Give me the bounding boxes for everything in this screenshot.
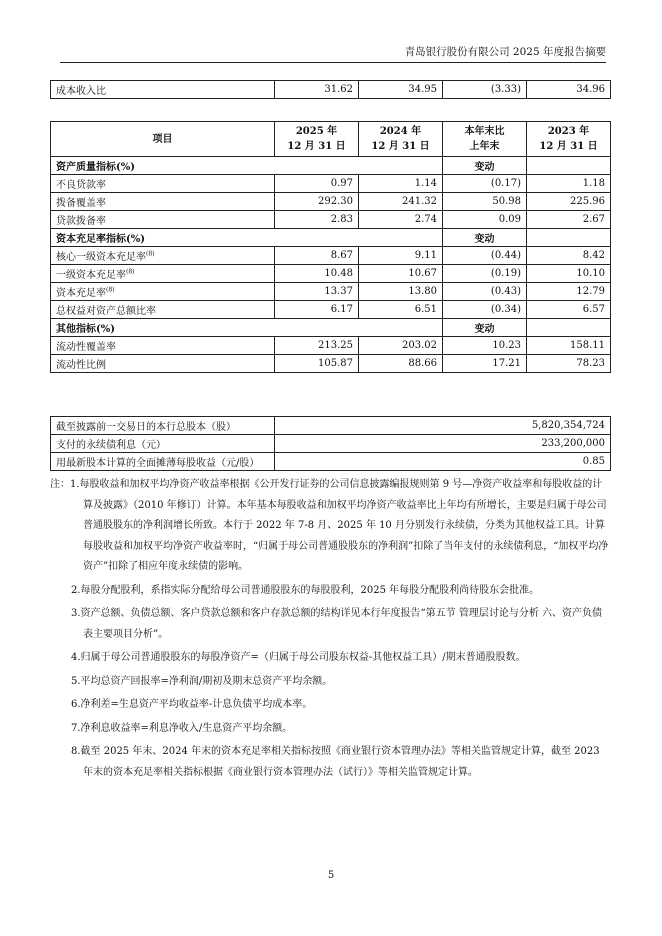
table-row: [51, 283, 611, 301]
section-title: 资产质量指标(%): [51, 157, 443, 175]
header-item: 项目: [51, 122, 275, 157]
value-change: (0.19): [443, 265, 527, 283]
footnote-ref: (8): [126, 268, 135, 276]
value-change: (0.43): [443, 283, 527, 301]
note-item: [50, 719, 610, 740]
table-row: [51, 453, 611, 471]
row-label: 成本收入比: [51, 81, 275, 99]
value-2023: 78.23: [527, 355, 611, 373]
table-row: [51, 211, 611, 229]
row-label-cell: [51, 265, 275, 283]
footnote-ref: (8): [106, 286, 115, 294]
indicators-table: [50, 121, 611, 373]
note-label: 4.: [71, 652, 81, 663]
section-change-label: 变动: [443, 157, 527, 175]
footnote-ref: (8): [146, 250, 155, 258]
row-label: 贷款拨备率: [56, 216, 106, 227]
table-row: [51, 417, 611, 435]
row-label-cell: [51, 337, 275, 355]
value-change: 0.09: [443, 211, 527, 229]
value-2024: 88.66: [359, 355, 443, 373]
value-change: 17.21: [443, 355, 527, 373]
table-row: [51, 355, 611, 373]
row-label: 总权益对资产总额比率: [56, 306, 156, 317]
value-change: 50.98: [443, 193, 527, 211]
note-label: 8.: [71, 746, 81, 757]
section-empty-cell: [527, 229, 611, 247]
note-item: [50, 648, 610, 669]
value-2025: 8.67: [275, 247, 359, 265]
note-text: 每股收益和加权平均净资产收益率根据《公开发行证券的公司信息披露编报规则第 9 号—净资产收益率和每股收益的计算及披露》（2010 年修订）计算。本年基本每股收益和加权平均净资产收益率比上年均有所增长，主要是归属于母公司普通股股东的净利润增长所致。本行于 2022 年 7-8 月、2025 年 10 月分别发行永续债，分类为其他权益工具。计算每股收益和加权平均净资产收益率时，“归属于母公司普通股股东的净利润”扣除了当年支付的永续债利息，“加权平均净资产”扣除了相应年度永续债的影响。: [79, 479, 609, 572]
section-row: [51, 157, 611, 175]
note-text: 资产总额、负债总额、客户贷款总额和客户存款总额的结构详见本行年度报告“第五节 管理层讨论与分析 六、资产负债表主要项目分析”。: [80, 608, 603, 640]
value-2023: 158.11: [527, 337, 611, 355]
note-label: 5.: [71, 675, 81, 687]
note-item: [50, 475, 610, 578]
value-2024: 34.95: [359, 81, 443, 99]
note-text: 净利差=生息资产平均收益率-计息负债平均成本率。: [80, 699, 313, 710]
note-label: 6.: [71, 699, 81, 710]
value-2024: 6.51: [359, 301, 443, 319]
header-2025: 2025 年 12 月 31 日: [275, 122, 359, 157]
section-change-label: 变动: [443, 319, 527, 337]
row-label: 用最新股本计算的全面摊薄每股收益（元/股）: [51, 453, 275, 471]
row-label: 一级资本充足率: [56, 270, 126, 281]
note-label: 2.: [71, 584, 81, 596]
value-2025: 292.30: [275, 193, 359, 211]
row-label: 核心一级资本充足率: [56, 252, 146, 263]
note-item: [50, 604, 610, 645]
row-label-cell: [51, 283, 275, 301]
row-label: 流动性比例: [56, 360, 106, 371]
section-empty-cell: [527, 157, 611, 175]
value-2023: 34.96: [527, 81, 611, 99]
value-change: (0.34): [443, 301, 527, 319]
value-2024: 241.32: [359, 193, 443, 211]
notes-section: [50, 475, 610, 783]
note-item: [50, 695, 610, 716]
value-change: (3.33): [443, 81, 527, 99]
row-value: 5,820,354,724: [275, 417, 611, 435]
row-label-cell: [51, 211, 275, 229]
row-label: 不良贷款率: [56, 180, 106, 191]
value-change: (0.17): [443, 175, 527, 193]
value-2025: 0.97: [275, 175, 359, 193]
note-text: 每股分配股利，系指实际分配给母公司普通股股东的每股股利，2025 年每股分配股利尚待股东会批准。: [80, 584, 540, 596]
note-text: 平均总资产回报率=净利润/期初及期末总资产平均余额。: [80, 675, 333, 687]
value-2024: 1.14: [359, 175, 443, 193]
section-title: 其他指标(%): [51, 319, 443, 337]
page-number: 5: [327, 870, 335, 881]
row-value: 233,200,000: [275, 435, 611, 453]
header-2023: 2023 年 12 月 31 日: [527, 122, 611, 157]
header-2024: 2024 年 12 月 31 日: [359, 122, 443, 157]
value-2023: 1.18: [527, 175, 611, 193]
cost-income-table: [50, 80, 611, 99]
value-2024: 9.11: [359, 247, 443, 265]
row-label-cell: [51, 193, 275, 211]
value-2025: 31.62: [275, 81, 359, 99]
value-2023: 2.67: [527, 211, 611, 229]
value-2024: 10.67: [359, 265, 443, 283]
row-label-cell: [51, 247, 275, 265]
note-text: 截至 2025 年末、2024 年末的资本充足率相关指标按照《商业银行资本管理办法》等相关监管规定计算，截至 2023 年末的资本充足率相关指标根据《商业银行资本管理办法（试行）》等相关监管规定计算。: [80, 746, 600, 778]
value-2025: 2.83: [275, 211, 359, 229]
value-2025: 13.37: [275, 283, 359, 301]
share-capital-table: [50, 416, 611, 471]
table-row: [51, 175, 611, 193]
row-label-cell: [51, 301, 275, 319]
note-text: 归属于母公司普通股股东的每股净资产=（归属于母公司股东权益-其他权益工具）/期末普通股股数。: [80, 652, 526, 663]
value-2025: 213.25: [275, 337, 359, 355]
value-2024: 2.74: [359, 211, 443, 229]
table-row: [51, 337, 611, 355]
value-2023: 6.57: [527, 301, 611, 319]
value-2023: 10.10: [527, 265, 611, 283]
note-label: 7.: [71, 722, 81, 734]
header-divider: [60, 62, 606, 63]
row-label-cell: [51, 175, 275, 193]
row-label-cell: [51, 355, 275, 373]
table-header-row: [51, 122, 611, 157]
row-value: 0.85: [275, 453, 611, 471]
table-row: [51, 193, 611, 211]
note-item: [50, 581, 610, 602]
value-2024: 203.02: [359, 337, 443, 355]
note-label: 3.: [71, 608, 81, 619]
table-row: [51, 81, 611, 99]
value-2024: 13.80: [359, 283, 443, 301]
section-title: 资本充足率指标(%): [51, 229, 443, 247]
section-change-label: 变动: [443, 229, 527, 247]
value-2023: 8.42: [527, 247, 611, 265]
value-change: 10.23: [443, 337, 527, 355]
note-text: 净利息收益率=利息净收入/生息资产平均余额。: [80, 722, 293, 734]
table-row: [51, 247, 611, 265]
section-row: [51, 229, 611, 247]
table-row: [51, 265, 611, 283]
value-change: (0.44): [443, 247, 527, 265]
value-2025: 10.48: [275, 265, 359, 283]
value-2025: 6.17: [275, 301, 359, 319]
page-header: 青岛银行股份有限公司 2025 年度报告摘要: [404, 46, 606, 58]
value-2023: 12.79: [527, 283, 611, 301]
note-item: [50, 742, 610, 783]
value-2025: 105.87: [275, 355, 359, 373]
row-label: 支付的永续债利息（元）: [51, 435, 275, 453]
section-row: [51, 319, 611, 337]
header-change: 本年末比 上年末: [443, 122, 527, 157]
row-label: 流动性覆盖率: [56, 342, 116, 353]
table-row: [51, 301, 611, 319]
note-item: [50, 672, 610, 693]
table-row: [51, 435, 611, 453]
row-label: 拨备覆盖率: [56, 198, 106, 209]
section-empty-cell: [527, 319, 611, 337]
row-label: 截至披露前一交易日的本行总股本（股）: [51, 417, 275, 435]
note-label: 注：1.: [50, 479, 80, 490]
row-label: 资本充足率: [56, 288, 106, 299]
value-2023: 225.96: [527, 193, 611, 211]
